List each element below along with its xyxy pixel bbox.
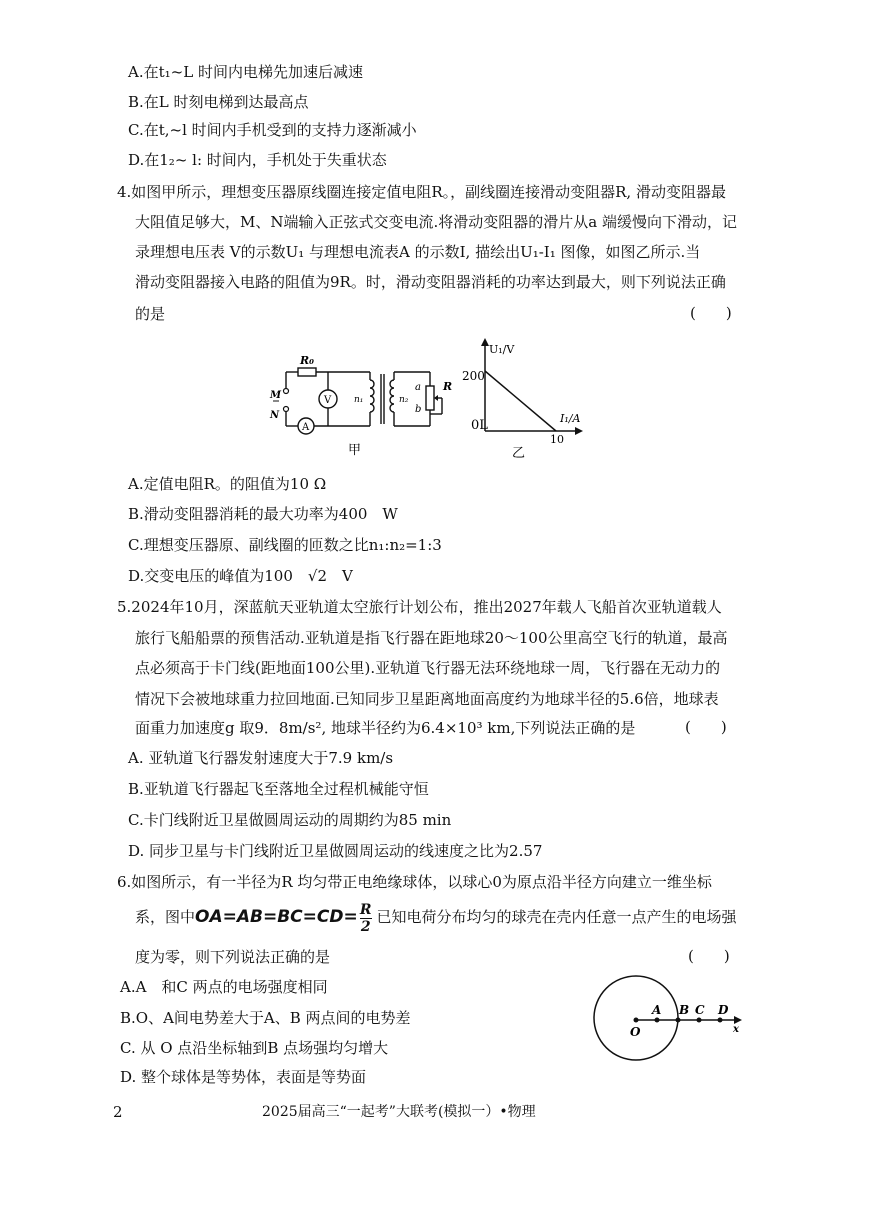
q5-option-d: D. 同步卫星与卡门线附近卫星做圆周运动的线速度之比为2.57: [128, 842, 543, 860]
r0-resistor: [298, 368, 316, 376]
q6-fraction: [360, 903, 372, 934]
graph-x-axis-label: I₁/A: [560, 412, 581, 425]
q6-sphere-figure: [590, 970, 750, 1080]
fraction-numerator: R: [359, 901, 372, 918]
graph-y-tick-200: 200: [462, 369, 485, 383]
q3-option-d: D.在1₂~ l: 时间内，手机处于失重状态: [128, 151, 387, 169]
q6-stem-line-3: 度为零，则下列说法正确的是: [135, 948, 331, 966]
q5-stem-line-4: 情况下会被地球重力拉回地面.已知同步卫星距离地面高度约为地球半径的5.6倍，地球表: [135, 690, 719, 708]
graph-y-axis-label: U₁/V: [489, 343, 515, 356]
q4-stem-line-2: 大阻值足够大，M、N端输入正弦式交变电流.将滑动变阻器的滑片从a 端缓慢向下滑动，记: [135, 213, 737, 231]
q3-option-b: B.在L 时刻电梯到达最高点: [128, 93, 309, 111]
q4-stem-line-5: 的是: [135, 305, 166, 323]
figure-jia-caption: 甲: [348, 443, 362, 458]
q5-stem-line-2: 旅行飞船船票的预售活动.亚轨道是指飞行器在距地球20～100公里高空飞行的轨道，最高: [135, 629, 728, 647]
figure-yi-caption: 乙: [512, 446, 526, 460]
q4-answer-paren: ( ): [690, 304, 732, 322]
q5-answer-paren: ( ): [685, 718, 727, 736]
q5-stem-line-3: 点必须高于卡门线(距地面100公里).亚轨道飞行器无法环绕地球一周，飞行器在无动力的: [135, 659, 721, 677]
q4-circuit-figure: [262, 350, 452, 460]
q6-stem-line-1: 6.如图所示，有一半径为R 均匀带正电绝缘球体，以球心0为原点沿半径方向建立一维坐标: [117, 873, 712, 891]
q6-answer-paren: ( ): [688, 947, 730, 965]
q4-option-d: D.交变电压的峰值为100 √2 V: [128, 567, 353, 585]
point-o-label: O: [630, 1025, 641, 1039]
q6-option-a: A.A 和C 两点的电场强度相同: [120, 978, 328, 996]
q6-stem-line-2-end: 已知电荷分布均匀的球壳在壳内任意一点产生的电场强: [376, 908, 737, 926]
exam-title-footer: 2025届高三“一起考”大联考(模拟一）•物理: [262, 1104, 536, 1120]
slider-a-label: a: [415, 382, 421, 393]
point-a-label: A: [652, 1003, 662, 1017]
point-b-label: B: [679, 1003, 690, 1017]
point-d-label: D: [718, 1003, 729, 1017]
q6-stem-line-2-start: 系，图中: [135, 908, 196, 926]
q6-equation: OA=AB=BC=CD=: [195, 907, 358, 927]
n1-label: n₁: [354, 395, 364, 405]
q5-option-b: B.亚轨道飞行器起飞至落地全过程机械能守恒: [128, 780, 429, 798]
x-axis-label: x: [733, 1024, 739, 1035]
q6-option-b: B.O、A间电势差大于A、B 两点间的电势差: [120, 1009, 411, 1027]
r0-label: R₀: [300, 354, 314, 367]
q4-option-b: B.滑动变阻器消耗的最大功率为400 W: [128, 505, 398, 523]
q4-graph-figure: [462, 335, 592, 460]
m-terminal-label: M: [270, 390, 282, 401]
q4-stem-line-1: 4.如图甲所示，理想变压器原线圈连接定值电阻R。，副线圈连接滑动变阻器R, 滑动变阻器最: [117, 183, 726, 201]
q6-option-c: C. 从 O 点沿坐标轴到B 点场强均匀增大: [120, 1039, 389, 1057]
q4-option-c: C.理想变压器原、副线圈的匝数之比n₁:n₂=1:3: [128, 536, 442, 554]
page-number: 2: [113, 1103, 123, 1121]
q4-option-a: A.定值电阻R。的阻值为10 Ω: [128, 475, 327, 493]
point-c-label: C: [695, 1003, 705, 1017]
q5-stem-line-1: 5.2024年10月，深蓝航天亚轨道太空旅行计划公布，推出2027年载人飞船首次亚轨道载人: [117, 598, 722, 616]
q5-option-c: C.卡门线附近卫星做圆周运动的周期约为85 min: [128, 811, 452, 829]
q5-stem-line-5: 面重力加速度g 取9．8m/s², 地球半径约为6.4×10³ km,下列说法正确的是: [135, 719, 636, 737]
graph-x-tick-10: 10: [550, 433, 564, 446]
voltmeter-label: V: [324, 395, 332, 406]
q4-stem-line-3: 录理想电压表 V的示数U₁ 与理想电流表A 的示数I, 描绘出U₁-I₁ 图像，如图乙所示.当: [135, 243, 701, 261]
q3-option-a: A.在t₁~L 时间内电梯先加速后减速: [128, 63, 363, 81]
rheostat-label: R: [443, 380, 452, 393]
n2-label: n₂: [399, 395, 409, 405]
q4-stem-line-4: 滑动变阻器接入电路的阻值为9R。时，滑动变阻器消耗的功率达到最大，则下列说法正确: [135, 273, 726, 291]
q3-option-c: C.在t,~l 时间内手机受到的支持力逐渐减小: [128, 121, 417, 139]
n-terminal-label: N: [270, 410, 280, 421]
ammeter-label: A: [302, 422, 310, 433]
q6-option-d: D. 整个球体是等势体，表面是等势面: [120, 1068, 367, 1086]
q5-option-a: A. 亚轨道飞行器发射速度大于7.9 km/s: [128, 749, 394, 767]
fraction-denominator: 2: [360, 918, 371, 935]
q6-stem-line-2: [135, 900, 737, 934]
graph-origin-label: 0L: [471, 418, 488, 433]
slider-b-label: b: [415, 404, 422, 415]
